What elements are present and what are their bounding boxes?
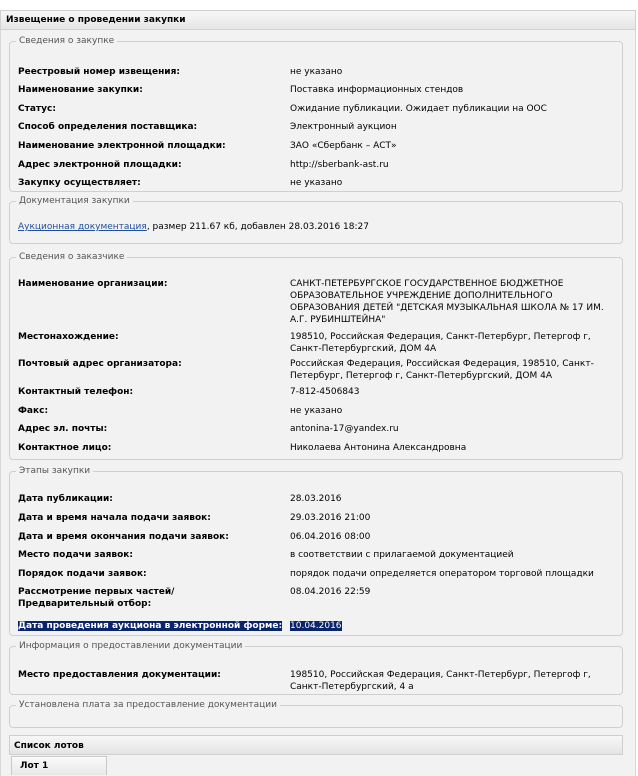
field-label: Адрес электронной площадки: — [18, 160, 182, 170]
purchase-info-legend: Сведения о закупке — [19, 36, 115, 46]
customer-info-legend: Сведения о заказчике — [19, 252, 125, 262]
documentation-info: , размер 211.67 кб, добавлен 28.03.2016 18:27 — [146, 222, 369, 232]
field-value: antonina-17@yandex.ru — [290, 424, 399, 434]
field-label: Место подачи заявок: — [18, 550, 133, 560]
field-label: Наименование электронной площадки: — [18, 141, 226, 151]
stages-section — [9, 466, 623, 636]
field-label: Наименование закупки: — [18, 85, 143, 95]
field-label: Дата публикации: — [18, 494, 113, 504]
field-value: Поставка информационных стендов — [290, 85, 464, 95]
field-value: Ожидание публикации. Ожидает публикации на ООС — [290, 104, 547, 114]
field-value: 7-812-4506843 — [290, 387, 360, 397]
field-value: 08.04.2016 22:59 — [290, 587, 371, 597]
field-label: Местонахождение: — [18, 332, 119, 342]
field-value: ЗАО «Сбербанк – АСТ» — [290, 141, 397, 151]
field-label: Порядок подачи заявок: — [18, 569, 147, 579]
stages-legend: Этапы закупки — [19, 466, 91, 476]
field-label: Факс: — [18, 406, 49, 416]
field-label: Статус: — [18, 104, 56, 114]
doc-provision-legend: Информация о предоставлении документации — [19, 641, 243, 651]
field-value: не указано — [290, 67, 343, 77]
field-value: не указано — [290, 178, 343, 188]
field-value: 198510, Российская Федерация, Санкт-Петербург, Петергоф г, Санкт-Петербургский, 4 а — [290, 670, 591, 692]
auction-documentation-link[interactable]: Аукционная документация — [18, 222, 147, 232]
field-label: Дата и время начала подачи заявок: — [18, 513, 211, 523]
field-value-selected: 10.04.2016 — [290, 621, 342, 631]
field-value: в соответствии с прилагаемой документацией — [290, 550, 514, 560]
field-label: Рассмотрение первых частей/Предварительный отбор: — [18, 587, 175, 609]
field-value: порядок подачи определяется оператором торговой площадки — [290, 569, 594, 579]
field-value: не указано — [290, 406, 343, 416]
field-label: Контактное лицо: — [18, 443, 112, 453]
lots-list-header: Список лотов — [9, 735, 623, 755]
field-label: Наименование организации: — [18, 279, 168, 289]
field-value: Российская Федерация, Российская Федерация, 198510, Санкт-Петербург, Петергоф г, Санкт-Петербургский, ДОМ 4А — [290, 359, 594, 381]
documentation-row — [18, 222, 614, 232]
field-value: http://sberbank-ast.ru — [290, 160, 389, 170]
field-value: 06.04.2016 08:00 — [290, 532, 371, 542]
documentation-legend: Документация закупки — [19, 196, 130, 206]
field-label: Почтовый адрес организатора: — [18, 359, 182, 369]
field-label-selected: Дата проведения аукциона в электронной форме: — [18, 621, 283, 631]
field-value: Электронный аукцион — [290, 122, 397, 132]
field-label: Дата и время окончания подачи заявок: — [18, 532, 229, 542]
fee-legend: Установлена плата за предоставление документации — [19, 700, 277, 710]
field-value: 29.03.2016 21:00 — [290, 513, 371, 523]
field-value: 198510, Российская Федерация, Санкт-Петербург, Петергоф г, Санкт-Петербургский, ДОМ 4А — [290, 332, 591, 354]
page-title: Извещение о проведении закупки — [0, 10, 636, 30]
field-value: САНКТ-ПЕТЕРБУРГСКОЕ ГОСУДАРСТВЕННОЕ БЮДЖЕТНОЕ ОБРАЗОВАТЕЛЬНОЕ УЧРЕЖДЕНИЕ ДОПОЛНИТЕЛЬНОГО ОБРАЗОВАНИЯ ДЕТЕЙ "ДЕТСКАЯ МУЗЫКАЛЬНАЯ ШКОЛА № 17 ИМ. А.Г. РУБИНШТЕЙНА" — [290, 279, 604, 325]
documentation-section — [9, 196, 623, 244]
customer-info-section — [9, 252, 623, 460]
field-label: Адрес эл. почты: — [18, 424, 108, 434]
field-value: Николаева Антонина Александровна — [290, 443, 467, 453]
doc-provision-section — [9, 641, 623, 695]
field-label: Место предоставления документации: — [18, 670, 221, 680]
fee-section — [9, 700, 623, 728]
field-label: Закупку осуществляет: — [18, 178, 141, 188]
field-label: Реестровый номер извещения: — [18, 67, 180, 77]
tab-lot-1[interactable]: Лот 1 — [11, 756, 107, 775]
purchase-info-section — [9, 36, 623, 192]
field-value: 28.03.2016 — [290, 494, 342, 504]
field-label: Способ определения поставщика: — [18, 122, 198, 132]
field-label: Контактный телефон: — [18, 387, 134, 397]
